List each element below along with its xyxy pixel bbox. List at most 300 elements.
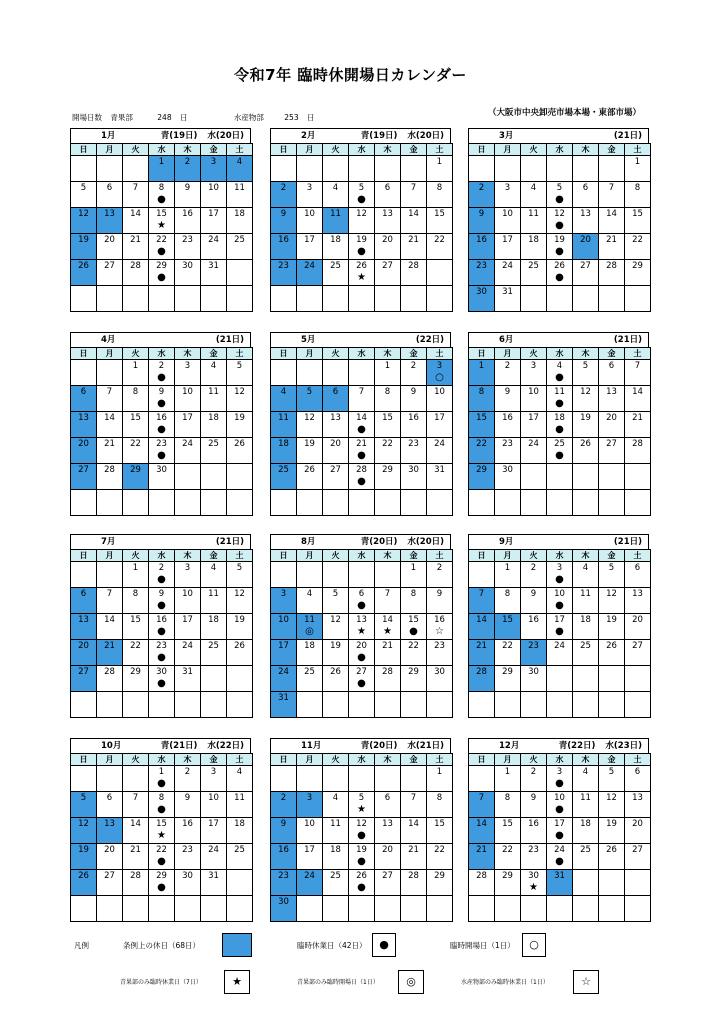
day-cell [201, 208, 227, 234]
day-number: 17 [182, 615, 193, 625]
day-number: 10 [278, 615, 289, 625]
day-cell [227, 818, 253, 844]
day-cell [123, 818, 149, 844]
weekday-header: 火 [323, 550, 349, 562]
legend-fruit-open-label: 青果部のみ臨時開場日（1日） [297, 979, 379, 986]
day-number: 24 [434, 439, 445, 449]
day-cell [375, 260, 401, 286]
day-number: 7 [410, 793, 417, 803]
day-cell [71, 360, 97, 386]
fruit-day-count: 青(21日) [160, 741, 198, 751]
day-cell [427, 896, 453, 922]
day-cell [271, 490, 297, 516]
weekday-header: 月 [297, 550, 323, 562]
day-number: 3 [306, 793, 313, 803]
day-cell [349, 260, 375, 286]
day-cell [271, 692, 297, 718]
day-cell [521, 260, 547, 286]
day-cell [469, 156, 495, 182]
day-cell [573, 412, 599, 438]
day-cell [323, 182, 349, 208]
day-cell [323, 818, 349, 844]
day-cell [573, 286, 599, 312]
day-number: 11 [330, 819, 341, 829]
day-cell [401, 870, 427, 896]
day-number: 1 [158, 767, 165, 777]
day-mark: ● [157, 246, 166, 257]
day-cell [521, 464, 547, 490]
week-row [271, 692, 453, 718]
week-row [271, 844, 453, 870]
day-cell [401, 588, 427, 614]
day-cell [297, 208, 323, 234]
day-cell [123, 490, 149, 516]
day-cell [349, 360, 375, 386]
day-number: 23 [528, 641, 539, 651]
day-cell [271, 260, 297, 286]
day-number: 20 [632, 615, 643, 625]
day-number: 14 [408, 209, 419, 219]
day-number: 4 [236, 157, 243, 167]
day-number: 29 [502, 871, 513, 881]
day-cell [573, 844, 599, 870]
day-number: 29 [382, 465, 393, 475]
day-cell [297, 182, 323, 208]
day-cell [599, 260, 625, 286]
weekday-header: 火 [521, 144, 547, 156]
day-cell [573, 614, 599, 640]
day-number: 3 [280, 589, 287, 599]
day-number: 6 [106, 793, 113, 803]
day-number: 17 [434, 413, 445, 423]
weekday-header: 土 [427, 144, 453, 156]
weekday-header: 金 [201, 348, 227, 360]
day-cell [71, 156, 97, 182]
day-cell [271, 412, 297, 438]
day-number: 19 [234, 413, 245, 423]
day-number: 26 [554, 261, 565, 271]
week-row [469, 156, 651, 182]
day-number: 5 [556, 183, 563, 193]
week-row [271, 412, 453, 438]
day-number: 13 [104, 819, 115, 829]
day-cell [625, 490, 651, 516]
week-row [71, 666, 253, 692]
day-cell [547, 386, 573, 412]
day-cell [427, 260, 453, 286]
day-number: 12 [356, 819, 367, 829]
day-cell [175, 490, 201, 516]
day-mark: ☆ [435, 626, 444, 637]
day-cell [123, 588, 149, 614]
week-row [271, 818, 453, 844]
day-cell [227, 464, 253, 490]
day-mark: ● [157, 450, 166, 461]
day-mark: ● [555, 272, 564, 283]
day-number: 3 [184, 361, 191, 371]
day-number: 7 [358, 387, 365, 397]
day-cell [599, 464, 625, 490]
day-cell [349, 464, 375, 490]
day-cell [271, 208, 297, 234]
day-cell [71, 464, 97, 490]
day-number: 5 [608, 767, 615, 777]
week-row [469, 438, 651, 464]
day-mark: ● [157, 856, 166, 867]
day-cell [495, 386, 521, 412]
day-number: 21 [606, 235, 617, 245]
month-table [70, 753, 253, 922]
day-mark: ● [357, 678, 366, 689]
day-cell [97, 640, 123, 666]
day-cell [375, 766, 401, 792]
day-cell [97, 438, 123, 464]
day-cell [201, 386, 227, 412]
fruit-day-count: 青(19日) [160, 131, 198, 141]
day-cell [427, 792, 453, 818]
day-cell [521, 386, 547, 412]
day-cell [123, 692, 149, 718]
day-cell [547, 870, 573, 896]
week-row [469, 614, 651, 640]
day-number: 18 [234, 209, 245, 219]
day-mark: ● [157, 778, 166, 789]
day-number: 27 [78, 465, 89, 475]
day-cell [323, 360, 349, 386]
day-cell [625, 260, 651, 286]
day-number: 18 [304, 641, 315, 651]
week-row [469, 182, 651, 208]
month-header [468, 738, 649, 753]
day-cell [349, 792, 375, 818]
day-number: 25 [554, 439, 565, 449]
day-number: 20 [382, 845, 393, 855]
day-cell [427, 286, 453, 312]
day-cell [149, 562, 175, 588]
day-number: 8 [158, 183, 165, 193]
weekday-header: 水 [547, 348, 573, 360]
day-number: 5 [306, 387, 313, 397]
day-number: 20 [382, 235, 393, 245]
day-number: 2 [530, 767, 537, 777]
day-mark: ● [555, 778, 564, 789]
week-row [71, 896, 253, 922]
day-number: 1 [132, 563, 139, 573]
day-cell [547, 182, 573, 208]
month-calendar [70, 738, 251, 922]
day-number: 15 [434, 209, 445, 219]
weekday-header: 日 [71, 144, 97, 156]
day-number: 17 [304, 845, 315, 855]
day-number: 9 [478, 209, 485, 219]
month-table [468, 347, 651, 516]
day-cell [97, 360, 123, 386]
day-number: 12 [606, 793, 617, 803]
day-number: 25 [234, 845, 245, 855]
week-row [271, 490, 453, 516]
day-cell [149, 692, 175, 718]
month-table [70, 347, 253, 516]
day-number: 21 [130, 235, 141, 245]
weekday-header: 水 [349, 144, 375, 156]
day-mark: ● [157, 424, 166, 435]
day-number: 14 [130, 209, 141, 219]
day-cell [469, 870, 495, 896]
day-cell [521, 588, 547, 614]
legend-fruit-closed-label: 青果部のみ臨時休業日（7日） [120, 979, 202, 986]
weekday-header: 日 [271, 348, 297, 360]
day-number: 5 [608, 563, 615, 573]
day-number: 14 [606, 209, 617, 219]
day-cell [323, 156, 349, 182]
day-cell [573, 234, 599, 260]
day-number: 22 [130, 439, 141, 449]
month-header [70, 738, 251, 753]
day-number: 1 [158, 157, 165, 167]
legend-closed-symbol: ● [372, 933, 396, 957]
day-cell [297, 588, 323, 614]
day-number: 22 [130, 641, 141, 651]
day-number: 10 [304, 819, 315, 829]
day-number: 18 [208, 615, 219, 625]
month-day-counts [361, 739, 444, 753]
day-cell [123, 666, 149, 692]
week-row [71, 386, 253, 412]
day-number: 11 [580, 589, 591, 599]
day-number: 25 [208, 439, 219, 449]
day-number: 23 [502, 439, 513, 449]
day-number: 9 [280, 819, 287, 829]
day-cell [495, 766, 521, 792]
weekday-header: 月 [297, 348, 323, 360]
day-number: 4 [332, 793, 339, 803]
month-header [270, 534, 451, 549]
day-cell [427, 666, 453, 692]
day-cell [375, 896, 401, 922]
day-cell [625, 614, 651, 640]
day-cell [297, 792, 323, 818]
day-number: 26 [356, 871, 367, 881]
day-number: 2 [280, 793, 287, 803]
day-cell [547, 896, 573, 922]
weekday-header: 水 [547, 550, 573, 562]
day-cell [175, 260, 201, 286]
day-number: 8 [436, 793, 443, 803]
day-number: 25 [580, 641, 591, 651]
weekday-header: 水 [547, 144, 573, 156]
day-mark: ○ [435, 372, 444, 383]
day-cell [71, 260, 97, 286]
day-number: 9 [530, 793, 537, 803]
day-cell [495, 182, 521, 208]
day-cell [599, 208, 625, 234]
day-number: 24 [182, 439, 193, 449]
day-cell [71, 182, 97, 208]
day-number: 15 [130, 413, 141, 423]
day-number: 18 [554, 413, 565, 423]
day-number: 1 [634, 157, 641, 167]
day-number: 16 [528, 819, 539, 829]
day-number: 23 [156, 641, 167, 651]
weekday-header: 金 [401, 348, 427, 360]
day-cell [201, 464, 227, 490]
day-cell [227, 490, 253, 516]
day-number: 5 [236, 563, 243, 573]
day-number: 28 [476, 871, 487, 881]
weekday-header: 月 [297, 144, 323, 156]
day-cell [271, 844, 297, 870]
day-cell [97, 692, 123, 718]
weekday-header: 土 [227, 754, 253, 766]
day-cell [547, 818, 573, 844]
day-cell [495, 286, 521, 312]
day-cell [427, 464, 453, 490]
day-cell [175, 182, 201, 208]
day-cell [349, 640, 375, 666]
day-cell [123, 260, 149, 286]
day-mark: ★ [383, 626, 392, 637]
day-number: 29 [130, 465, 141, 475]
day-cell [323, 412, 349, 438]
week-row [271, 896, 453, 922]
day-mark: ● [555, 220, 564, 231]
day-number: 31 [208, 261, 219, 271]
day-mark: ● [409, 626, 418, 637]
day-cell [97, 896, 123, 922]
day-number: 30 [528, 667, 539, 677]
day-cell [149, 386, 175, 412]
day-cell [521, 844, 547, 870]
day-cell [375, 818, 401, 844]
day-cell [97, 464, 123, 490]
weekday-header: 月 [495, 348, 521, 360]
day-number: 29 [434, 871, 445, 881]
day-cell [201, 818, 227, 844]
day-cell [469, 286, 495, 312]
day-cell [71, 234, 97, 260]
weekday-header: 火 [521, 550, 547, 562]
day-cell [427, 360, 453, 386]
day-number: 16 [156, 615, 167, 625]
day-cell [149, 234, 175, 260]
day-number: 22 [156, 845, 167, 855]
day-number: 26 [234, 439, 245, 449]
marine-day-count: (22日) [415, 335, 444, 345]
day-number: 6 [106, 183, 113, 193]
day-cell [123, 286, 149, 312]
day-cell [599, 490, 625, 516]
day-number: 12 [304, 413, 315, 423]
day-cell [123, 386, 149, 412]
weekday-header: 水 [349, 348, 375, 360]
day-cell [149, 844, 175, 870]
day-number: 23 [182, 845, 193, 855]
day-cell [625, 182, 651, 208]
day-cell [625, 286, 651, 312]
day-number: 30 [502, 465, 513, 475]
day-number: 16 [182, 209, 193, 219]
day-number: 17 [182, 413, 193, 423]
day-number: 6 [80, 589, 87, 599]
day-cell [201, 182, 227, 208]
day-number: 28 [606, 261, 617, 271]
day-number: 13 [580, 209, 591, 219]
day-number: 9 [410, 387, 417, 397]
day-cell [469, 386, 495, 412]
market-name: （大阪市中央卸売市場本場・東部市場） [487, 108, 641, 118]
day-number: 19 [356, 845, 367, 855]
week-row [271, 792, 453, 818]
day-number: 8 [634, 183, 641, 193]
day-cell [349, 562, 375, 588]
day-cell [401, 234, 427, 260]
day-cell [573, 260, 599, 286]
month-header [468, 534, 649, 549]
day-cell [227, 640, 253, 666]
day-cell [547, 360, 573, 386]
day-number: 5 [358, 793, 365, 803]
month-calendar [270, 128, 451, 312]
day-cell [323, 386, 349, 412]
day-mark: ● [157, 574, 166, 585]
day-cell [323, 234, 349, 260]
day-number: 1 [384, 361, 391, 371]
week-row [271, 464, 453, 490]
day-cell [625, 588, 651, 614]
day-number: 26 [78, 261, 89, 271]
day-number: 15 [434, 819, 445, 829]
day-cell [547, 234, 573, 260]
day-number: 19 [606, 819, 617, 829]
day-number: 24 [528, 439, 539, 449]
fruit-day-count: 青(20日) [360, 537, 398, 547]
day-cell [375, 234, 401, 260]
day-cell [201, 666, 227, 692]
day-cell [323, 286, 349, 312]
day-cell [175, 766, 201, 792]
day-cell [625, 464, 651, 490]
day-cell [349, 490, 375, 516]
day-number: 1 [504, 767, 511, 777]
week-row [469, 766, 651, 792]
day-cell [599, 614, 625, 640]
day-cell [175, 588, 201, 614]
day-cell [573, 156, 599, 182]
day-number: 2 [436, 563, 443, 573]
day-cell [201, 692, 227, 718]
week-row [271, 182, 453, 208]
day-cell [323, 640, 349, 666]
day-cell [401, 412, 427, 438]
day-cell [625, 666, 651, 692]
day-number: 27 [104, 871, 115, 881]
day-cell [349, 386, 375, 412]
day-number: 27 [632, 845, 643, 855]
day-cell [71, 766, 97, 792]
day-number: 18 [278, 439, 289, 449]
day-cell [227, 260, 253, 286]
day-cell [123, 208, 149, 234]
week-row [271, 640, 453, 666]
day-number: 17 [208, 819, 219, 829]
week-row [71, 870, 253, 896]
day-number: 25 [208, 641, 219, 651]
weekday-header: 火 [323, 754, 349, 766]
day-number: 8 [132, 589, 139, 599]
week-row [469, 286, 651, 312]
day-cell [297, 438, 323, 464]
day-number: 26 [78, 871, 89, 881]
